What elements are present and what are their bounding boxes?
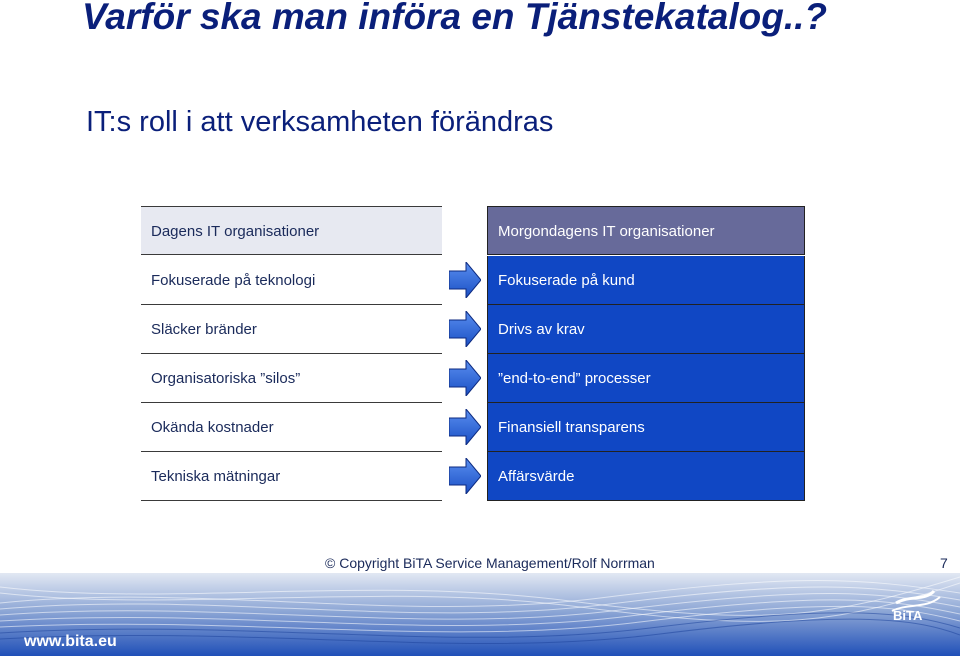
right-item: Fokuserade på kund bbox=[487, 256, 805, 305]
footer-banner bbox=[0, 573, 960, 656]
right-item: ”end-to-end” processer bbox=[487, 354, 805, 403]
left-item: Tekniska mätningar bbox=[141, 452, 442, 501]
right-item: Affärsvärde bbox=[487, 452, 805, 501]
slide-subtitle: IT:s roll i att verksamheten förändras bbox=[86, 106, 554, 138]
left-item: Okända kostnader bbox=[141, 403, 442, 452]
arrow-right-icon bbox=[449, 458, 481, 494]
wave-decoration bbox=[0, 573, 960, 656]
right-column-header: Morgondagens IT organisationer bbox=[487, 206, 805, 255]
arrow-right-icon bbox=[449, 262, 481, 298]
page-number: 7 bbox=[940, 555, 948, 571]
slide-title: Varför ska man införa en Tjänstekatalog..? bbox=[82, 0, 828, 37]
right-item: Drivs av krav bbox=[487, 305, 805, 354]
left-item: Släcker bränder bbox=[141, 305, 442, 354]
right-item: Finansiell transparens bbox=[487, 403, 805, 452]
website-url[interactable]: www.bita.eu bbox=[24, 633, 117, 650]
arrow-right-icon bbox=[449, 311, 481, 347]
arrow-right-icon bbox=[449, 360, 481, 396]
arrow-right-icon bbox=[449, 409, 481, 445]
bita-logo-text: BiTA bbox=[893, 608, 923, 623]
left-column-header: Dagens IT organisationer bbox=[141, 206, 442, 255]
copyright-text: © Copyright BiTA Service Management/Rolf Norrman bbox=[325, 555, 655, 571]
left-item: Fokuserade på teknologi bbox=[141, 256, 442, 305]
left-item: Organisatoriska ”silos” bbox=[141, 354, 442, 403]
